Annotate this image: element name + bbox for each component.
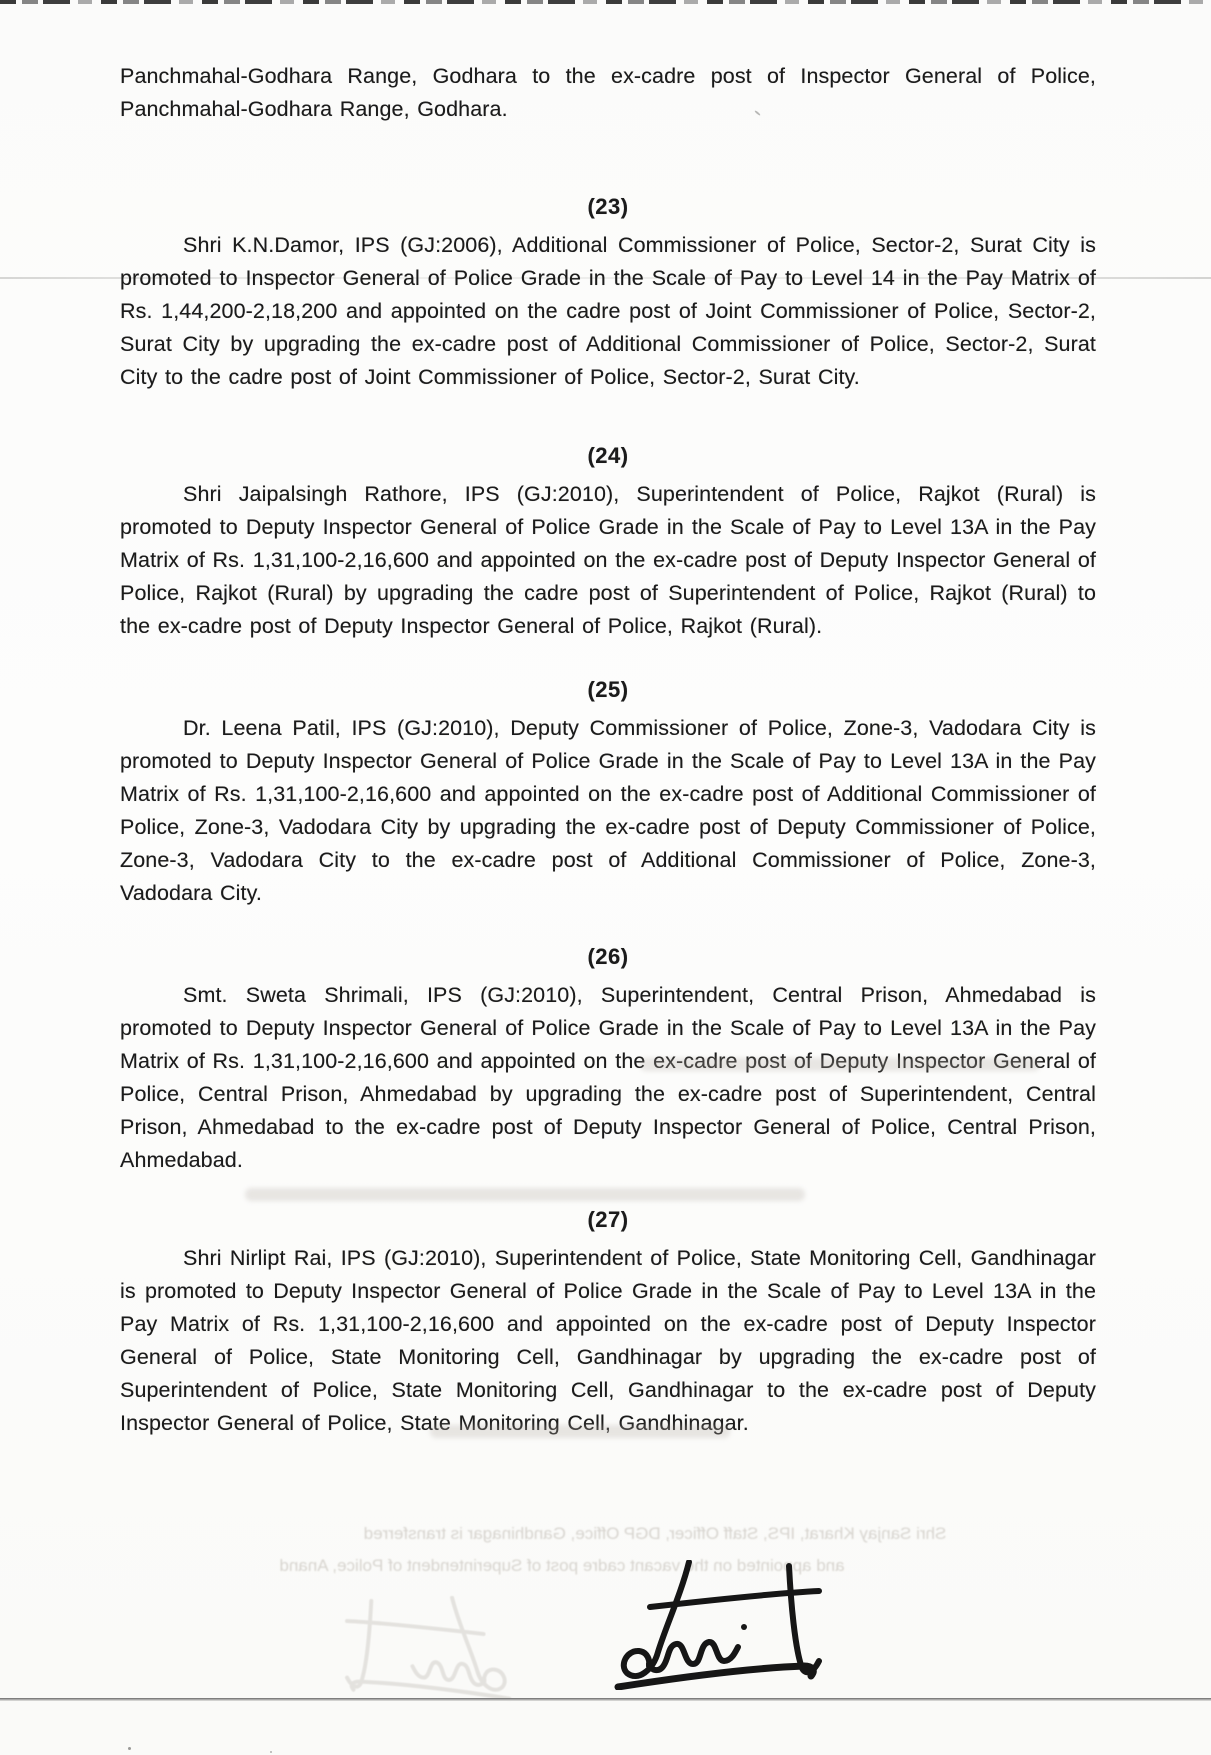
section-number-heading: (24)	[587, 443, 629, 468]
scan-edge-artifact	[0, 0, 1211, 4]
section-body-paragraph: Shri Jaipalsingh Rathore, IPS (GJ:2010), Superintendent of Police, Rajkot (Rural) is promoted to Deputy Inspector General of Police Grade in the Scale of Pay to Level 13A in the Pay Matrix of Rs. 1,31,100-2,16,600 and appointed on the ex-cadre post of Deputy Inspector General of Police, Rajkot (Rural) by upgrading the cadre post of Superintendent of Police, Rajkot (Rural) to the ex-cadre post of Deputy Inspector General of Police, Rajkot (Rural).	[120, 482, 1096, 638]
section-number-heading: (27)	[587, 1207, 629, 1232]
promotion-order-section-24	[120, 439, 1096, 643]
scan-bottom-rule	[0, 1698, 1211, 1701]
bleed-through-smudge	[245, 1188, 805, 1201]
document-body	[120, 60, 1096, 1440]
section-number-heading: (26)	[587, 944, 629, 969]
section-body-paragraph: Shri Nirlipt Rai, IPS (GJ:2010), Superintendent of Police, State Monitoring Cell, Gandhinagar is promoted to Deputy Inspector General of Police Grade in the Scale of Pay to Level 13A in the Pay Matrix of Rs. 1,31,100-2,16,600 and appointed on the ex-cadre post of Deputy Inspector General of Police, State Monitoring Cell, Gandhinagar by upgrading the ex-cadre post of Superintendent of Police, State Monitoring Cell, Gandhinagar to the ex-cadre post of Deputy Inspector General of Police, State Monitoring Cell, Gandhinagar.	[120, 1246, 1096, 1435]
section-body-paragraph: Dr. Leena Patil, IPS (GJ:2010), Deputy Commissioner of Police, Zone-3, Vadodara City is promoted to Deputy Inspector General of Police Grade in the Scale of Pay to Level 13A in the Pay Matrix of Rs. 1,31,100-2,16,600 and appointed on the ex-cadre post of Additional Commissioner of Police, Zone-3, Vadodara City by upgrading the ex-cadre post of Deputy Commissioner of Police, Zone-3, Vadodara City to the ex-cadre post of Additional Commissioner of Police, Zone-3, Vadodara City.	[120, 716, 1096, 905]
scan-speck	[270, 1751, 272, 1753]
promotion-order-section-23	[120, 190, 1096, 394]
section-body-paragraph: Shri K.N.Damor, IPS (GJ:2006), Additional Commissioner of Police, Sector-2, Surat City is promoted to Inspector General of Police Grade in the Scale of Pay to Level 14 in the Pay Matrix of Rs. 1,44,200-2,18,200 and appointed on the cadre post of Joint Commissioner of Police, Sector-2, Surat City by upgrading the ex-cadre post of Additional Commissioner of Police, Sector-2, Surat City to the cadre post of Joint Commissioner of Police, Sector-2, Surat City.	[120, 233, 1096, 389]
sections-container	[120, 190, 1096, 1440]
section-body-paragraph: Smt. Sweta Shrimali, IPS (GJ:2010), Superintendent, Central Prison, Ahmedabad is promoted to Deputy Inspector General of Police Grade in the Scale of Pay to Level 13A in the Pay Matrix of Rs. 1,31,100-2,16,600 and appointed on the ex-cadre post of Deputy Inspector General of Police, Central Prison, Ahmedabad by upgrading the ex-cadre post of Superintendent, Central Prison, Ahmedabad to the ex-cadre post of Deputy Inspector General of Police, Central Prison, Ahmedabad.	[120, 983, 1096, 1172]
signature-bleed-through	[330, 1596, 545, 1706]
scan-speck	[128, 1747, 131, 1750]
promotion-order-section-25	[120, 673, 1096, 910]
bleed-through-smudge	[640, 1058, 1040, 1071]
section-number-heading: (23)	[587, 194, 629, 219]
promotion-order-section-27	[120, 1203, 1096, 1440]
bleed-through-smudge	[430, 1425, 730, 1438]
signature-ink	[592, 1560, 822, 1695]
continuation-paragraph: Panchmahal-Godhara Range, Godhara to the ex-cadre post of Inspector General of Police, Panchmahal-Godhara Range, Godhara.	[120, 64, 1096, 121]
bleed-through-text: Shri Sanjay Kharat, IPS, Staff Officer, DGP Office, Gandhinagar is transferred	[363, 1524, 947, 1543]
bleed-through-text: and appointed on the vacant cadre post of Superintendent of Police, Anand	[279, 1556, 845, 1575]
section-number-heading: (25)	[587, 677, 629, 702]
